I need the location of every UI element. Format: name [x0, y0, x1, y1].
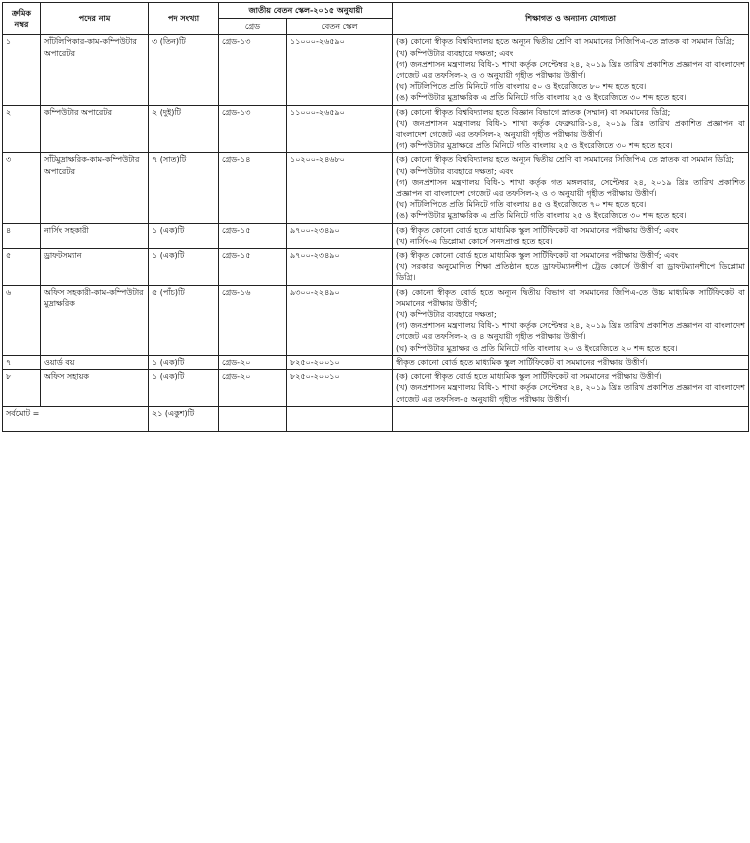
post-name-cell: অফিস সহকারী-কাম-কম্পিউটার মুদ্রাক্ষরিক: [41, 285, 149, 355]
post-name-cell: সাঁটলিপিকার-কাম-কম্পিউটার অপারেটর: [41, 35, 149, 105]
qualification-cell: [393, 223, 749, 248]
grade-cell: গ্রেড-১৪: [219, 153, 287, 223]
grade-cell: গ্রেড-১৬: [219, 285, 287, 355]
table-row: [3, 285, 749, 355]
table-row: [3, 249, 749, 286]
post-count-cell: ১ (এক)টি: [149, 249, 219, 286]
table-row: [3, 153, 749, 223]
empty-cell: [287, 406, 393, 431]
qualification-item: (খ) জনপ্রশাসন মন্ত্রণালয় বিধি-১ শাখা কর্তৃক ফেব্রুয়ারি-১৪, ২০১৯ খ্রিঃ তারিখ প্রকাশিত প্রজ্ঞাপন বা বাংলাদেশ গেজেট এর তফসিল-২ অনুযায়ী গৃহীত পরীক্ষায় উত্তীর্ণ।: [396, 118, 745, 140]
qualification-item: (ক) কোনো স্বীকৃত বোর্ড হতে অন্যূন দ্বিতীয় বিভাগ বা সমমানের জিপিএ-তে উচ্চ মাধ্যমিক সার্টিফিকেট বা সমমানের পরীক্ষায় উত্তীর্ণ;: [396, 287, 745, 308]
empty-cell: [393, 406, 749, 431]
qualification-item: (ক) কোনো স্বীকৃত বিশ্ববিদ্যালয় হতে অন্যূন দ্বিতীয় শ্রেণি বা সমমানের সিজিপিএ-তে স্নাতক বা সমমান ডিগ্রি;: [396, 37, 735, 47]
qualification-item: (খ) সরকার অনুমোদিত শিক্ষা প্রতিষ্ঠান হতে ড্রাফটম্যানশীপ ট্রেড কোর্সে উত্তীর্ণ বা ড্রাফটম্যানশীপে ডিপ্লোমা ডিগ্রি।: [396, 262, 745, 283]
qualification-item: (ক) কোনো স্বীকৃত বিশ্ববিদ্যালয় হতে অন্যূন দ্বিতীয় শ্রেণি বা সমমানের সিজিপিএ তে স্নাতক বা সমমান ডিগ্রি;: [396, 155, 735, 165]
qualification-cell: [393, 285, 749, 355]
qualification-item: (ঘ) সাঁটলিপিতে প্রতি মিনিটে গতি বাংলায় ৪৫ ও ইংরেজিতে ৭০ শব্দ হতে হবে।: [396, 200, 647, 210]
qualification-item: (ক) কোনো স্বীকৃত বোর্ড হতে মাধ্যমিক স্কুল সার্টিফিকেট বা সমমানের পরীক্ষায় উত্তীর্ণ।: [396, 372, 662, 382]
header-serial: ক্রমিক নম্বর: [3, 3, 41, 35]
serial-cell: ৮: [3, 370, 41, 407]
recruitment-table-container: [2, 2, 748, 432]
table-row: [3, 105, 749, 153]
qualification-item: (ক) স্বীকৃত কোনো বোর্ড হতে মাধ্যমিক স্কুল সার্টিফিকেট বা সমমানের পরীক্ষায় উত্তীর্ণ; এবং: [396, 225, 679, 235]
qualification-item: (গ) কম্পিউটার মুদ্রাক্ষরে প্রতি মিনিটে গতি বাংলায় ২৫ ও ইংরেজিতে ৩০ শব্দ হতে হবে।: [396, 141, 673, 151]
qualification-cell: [393, 370, 749, 407]
qualification-item: (ক) স্বীকৃত কোনো বোর্ড হতে মাধ্যমিক স্কুল সার্টিফিকেট বা সমমানের পরীক্ষায় উত্তীর্ণ; এবং: [396, 251, 679, 261]
serial-cell: ৪: [3, 223, 41, 248]
total-count: ২১ (একুশ)টি: [149, 406, 219, 431]
recruitment-table: [2, 2, 749, 432]
header-grade: গ্রেড: [219, 19, 287, 35]
post-count-cell: ১ (এক)টি: [149, 370, 219, 407]
header-pay-scale: জাতীয় বেতন স্কেল-২০১৫ অনুযায়ী: [219, 3, 393, 19]
qualification-cell: [393, 249, 749, 286]
post-count-cell: ৭ (সাত)টি: [149, 153, 219, 223]
qualification-item: (গ) জনপ্রশাসন মন্ত্রণালয় বিধি-১ শাখা কর্তৃক সেপ্টেম্বর ২৪, ২০১৯ খ্রিঃ তারিখ প্রকাশিত প্রজ্ঞাপন বা বাংলাদেশ গেজেট এর তফসিল-২ ও ৩ অনুযায়ী গৃহীত পরীক্ষায় উত্তীর্ণ।: [396, 59, 745, 81]
grade-cell: গ্রেড-২০: [219, 370, 287, 407]
scale-cell: ৮২৫০-২০০১০: [287, 370, 393, 407]
scale-cell: ৯৭০০-২৩৪৯০: [287, 249, 393, 286]
scale-cell: ১০২০০-২৪৬৮০: [287, 153, 393, 223]
scale-cell: ৮২৫০-২০০১০: [287, 355, 393, 369]
qualification-item: (ঘ) কম্পিউটার মুদ্রাক্ষর ও প্রতি মিনিটে গতি বাংলায় ২০ ও ইংরেজিতে ২০ শব্দ হতে হবে।: [396, 343, 678, 353]
post-name-cell: কম্পিউটার অপারেটর: [41, 105, 149, 153]
qualification-item: (গ) জনপ্রশাসন মন্ত্রণালয় বিধি-১ শাখা কর্তৃক গত মঙ্গলবার, সেপ্টেম্বর ২৪, ২০১৯ খ্রিঃ তারিখ প্রকাশিত প্রজ্ঞাপন বা বাংলাদেশ গেজেট এর তফসিল-২ ও ৩ অনুযায়ী গৃহীত পরীক্ষায় উত্তীর্ণ।: [396, 177, 745, 199]
qualification-item: (ঙ) কম্পিউটার মুদ্রাক্ষরিক এ প্রতি মিনিটে গতি বাংলায় ২৫ ও ইংরেজিতে ৩০ শব্দ হতে হবে।: [396, 211, 687, 221]
qualification-item: (ঙ) কম্পিউটার মুদ্রাক্ষরিক এ প্রতি মিনিটে গতি বাংলায় ২৫ ও ইংরেজিতে ৩০ শব্দ হতে হবে।: [396, 93, 687, 103]
scale-cell: ১১০০০-২৬৫৯০: [287, 35, 393, 105]
table-row: [3, 370, 749, 407]
serial-cell: ১: [3, 35, 41, 105]
post-name-cell: অফিস সহায়ক: [41, 370, 149, 407]
header-post-name: পদের নাম: [41, 3, 149, 35]
grade-cell: গ্রেড-২০: [219, 355, 287, 369]
scale-cell: ৯৩০০-২২৪৯০: [287, 285, 393, 355]
qualification-item: (ক) কোনো স্বীকৃত বিশ্ববিদ্যালয় হতে বিজ্ঞান বিভাগে স্নাতক (সম্মান) বা সমমানের ডিগ্রি;: [396, 107, 671, 117]
serial-cell: ৭: [3, 355, 41, 369]
header-qualification: শিক্ষাগত ও অন্যান্য যোগ্যতা: [393, 3, 749, 35]
post-count-cell: ৩ (তিন)টি: [149, 35, 219, 105]
qualification-item: (খ) নার্সিং-এ ডিপ্লোমা কোর্সে সনদপ্রাপ্ত হতে হবে।: [396, 236, 553, 246]
grade-cell: গ্রেড-১৩: [219, 35, 287, 105]
qualification-item: (খ) জনপ্রশাসন মন্ত্রণালয় বিধি-১ শাখা কর্তৃক সেপ্টেম্বর ২৪, ২০১৯ খ্রিঃ তারিখ প্রকাশিত প্রজ্ঞাপন বা বাংলাদেশ গেজেট এর তফসিল-৫ অনুযায়ী গৃহীত পরীক্ষায় উত্তীর্ণ।: [396, 383, 745, 404]
post-count-cell: ২ (দুই)টি: [149, 105, 219, 153]
qualification-item: স্বীকৃত কোনো বোর্ড হতে মাধ্যমিক স্কুল সার্টিফিকেট বা সমমানের পরীক্ষায় উত্তীর্ণ।: [396, 357, 648, 367]
qualification-cell: [393, 105, 749, 153]
qualification-item: (খ) কম্পিউটার ব্যবহারে দক্ষতা; এবং: [396, 48, 514, 58]
qualification-item: (খ) কম্পিউটার ব্যবহারে দক্ষতা; এবং: [396, 166, 514, 176]
header-scale: বেতন স্কেল: [287, 19, 393, 35]
table-row: [3, 35, 749, 105]
scale-cell: ১১০০০-২৬৫৯০: [287, 105, 393, 153]
total-label: সর্বমোট =: [3, 406, 149, 431]
serial-cell: ৩: [3, 153, 41, 223]
total-row: [3, 406, 749, 431]
post-name-cell: সাঁটমুদ্রাক্ষরিক-কাম-কম্পিউটার অপারেটর: [41, 153, 149, 223]
serial-cell: ৫: [3, 249, 41, 286]
table-row: [3, 355, 749, 369]
table-row: [3, 223, 749, 248]
post-count-cell: ১ (এক)টি: [149, 355, 219, 369]
qualification-item: (গ) জনপ্রশাসন মন্ত্রণালয় বিধি-১ শাখা কর্তৃক সেপ্টেম্বর ২৪, ২০১৯ খ্রিঃ তারিখ প্রকাশিত প্রজ্ঞাপন বা বাংলাদেশ গেজেট এর তফসিল-২ ও ৪ অনুযায়ী গৃহীত পরীক্ষায় উত্তীর্ণ।: [396, 321, 745, 342]
table-body: [3, 35, 749, 431]
grade-cell: গ্রেড-১৫: [219, 223, 287, 248]
serial-cell: ২: [3, 105, 41, 153]
post-count-cell: ১ (এক)টি: [149, 223, 219, 248]
post-count-cell: ৫ (পাঁচ)টি: [149, 285, 219, 355]
qualification-cell: [393, 35, 749, 105]
post-name-cell: ড্রাফটসম্যান: [41, 249, 149, 286]
qualification-cell: [393, 153, 749, 223]
grade-cell: গ্রেড-১৫: [219, 249, 287, 286]
header-row: [3, 3, 749, 19]
post-name-cell: নার্সিং সহকারী: [41, 223, 149, 248]
serial-cell: ৬: [3, 285, 41, 355]
qualification-cell: [393, 355, 749, 369]
qualification-item: (খ) কম্পিউটার ব্যবহারে দক্ষতা;: [396, 310, 497, 320]
empty-cell: [219, 406, 287, 431]
header-post-count: পদ সংখ্যা: [149, 3, 219, 35]
grade-cell: গ্রেড-১৩: [219, 105, 287, 153]
qualification-item: (ঘ) সাঁটলিপিতে প্রতি মিনিটে গতি বাংলায় ৫০ ও ইংরেজিতে ৮০ শব্দ হতে হবে।: [396, 82, 647, 92]
post-name-cell: ওয়ার্ড বয়: [41, 355, 149, 369]
scale-cell: ৯৭০০-২৩৪৯০: [287, 223, 393, 248]
